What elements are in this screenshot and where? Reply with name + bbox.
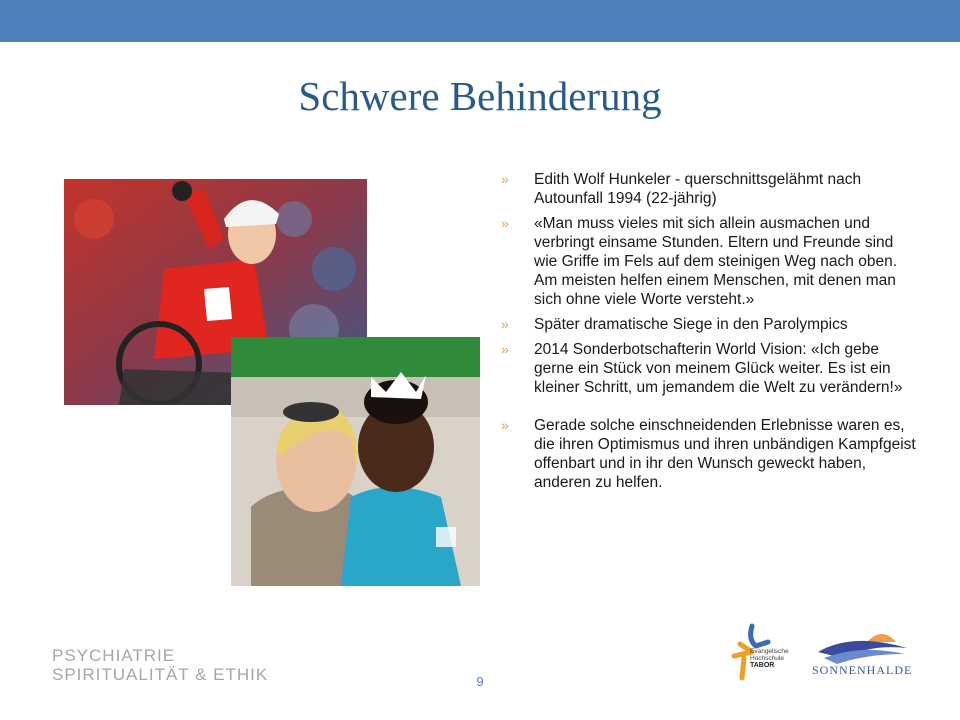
footer-line-1: PSYCHIATRIE — [52, 646, 176, 665]
tabor-line-2: Hochschule — [750, 655, 784, 662]
top-accent-bar — [0, 0, 960, 42]
bullet-item — [497, 340, 917, 397]
bullet-text: 2014 Sonderbotschafterin World Vision: «Ich gebe gerne ein Stück von meinem Glück weiter. Es ist ein kleiner Schritt, um jemandem die Welt zu verändern!» — [534, 341, 903, 396]
page-number: 9 — [476, 674, 484, 689]
slide-title: Schwere Behinderung — [298, 73, 662, 119]
world-vision-photo — [231, 337, 480, 586]
tabor-logo-text — [750, 648, 789, 669]
bullet-item — [497, 416, 917, 492]
bullet-text: «Man muss vieles mit sich allein ausmachen und verbringt einsame Stunden. Eltern und Freunde sind wie Griffe im Fels auf dem steinigen Weg nach oben. Am meisten helfen einem Menschen, mit denen man sich ohne viele Worte versteht.» — [534, 215, 898, 308]
bullet-item — [497, 315, 917, 334]
bullet-text: Gerade solche einschneidenden Erlebnisse waren es, die ihren Optimismus und ihren unbändigen Kampfgeist offenbart und in ihr den Wunsch geweckt haben, anderen zu helfen. — [534, 417, 916, 491]
footer-line-2: SPIRITUALITÄT & ETHIK — [52, 665, 269, 684]
bullet-item — [497, 214, 917, 309]
bullet-marker: » — [501, 316, 509, 332]
bullet-text: Edith Wolf Hunkeler - querschnittsgelähmt nach Autounfall 1994 (22-jährig) — [534, 171, 862, 207]
bullet-item — [497, 170, 917, 208]
world-vision-photo-image — [231, 337, 480, 586]
bullet-marker: » — [501, 215, 509, 231]
tabor-line-1: Evangelische — [750, 648, 789, 655]
sonnenhalde-logo-text: SONNENHALDE — [812, 663, 913, 677]
bullet-text: Später dramatische Siege in den Parolympics — [534, 316, 848, 333]
bullet-marker: » — [501, 417, 509, 433]
bullet-list — [497, 170, 917, 498]
tabor-line-3: TABOR — [750, 662, 775, 669]
bullet-marker: » — [501, 171, 509, 187]
bullet-marker: » — [501, 341, 509, 357]
